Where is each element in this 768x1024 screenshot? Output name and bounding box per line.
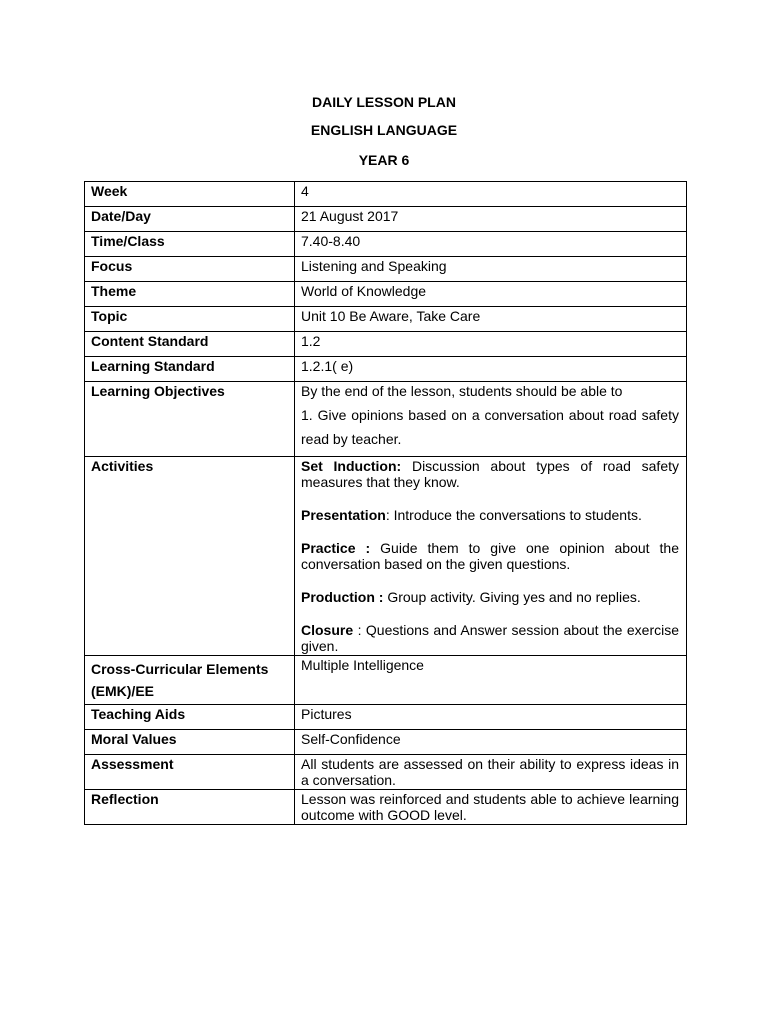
activity-text: Group activity. Giving yes and no replies. [383, 589, 641, 605]
table-row-learning-standard [85, 357, 687, 382]
activity-text: : Questions and Answer session about the exercise given. [301, 622, 679, 654]
activity-head: Presentation [301, 507, 386, 523]
row-value: 1.2.1( e) [295, 357, 687, 382]
cross-label-cell [85, 656, 295, 705]
table-row-date [85, 207, 687, 232]
row-value [295, 656, 687, 705]
row-label: Focus [85, 257, 295, 282]
table-row-cross-curricular [85, 656, 687, 705]
row-value: 7.40-8.40 [295, 232, 687, 257]
objectives-item: 1. Give opinions based on a conversation about road safety read by teacher. [301, 407, 679, 447]
cross-label-line1: Cross-Curricular Elements [91, 661, 269, 677]
row-label: Learning Objectives [85, 382, 295, 457]
activity-text: : Introduce the conversations to students. [385, 507, 642, 523]
row-label: Activities [85, 457, 295, 656]
activities-cell [295, 457, 687, 656]
table-row-assessment [85, 755, 687, 790]
doc-subject: ENGLISH LANGUAGE [310, 122, 458, 138]
row-label: Content Standard [85, 332, 295, 357]
row-value: 4 [295, 182, 687, 207]
objectives-intro: By the end of the lesson, students should be able to [301, 383, 623, 399]
table-row-reflection [85, 790, 687, 825]
doc-year: YEAR 6 [358, 152, 410, 168]
table-row-teaching-aids [85, 705, 687, 730]
activity-presentation [301, 507, 679, 523]
table-row-week [85, 182, 687, 207]
doc-title: DAILY LESSON PLAN [312, 94, 456, 110]
activity-text: Discussion about types of road safety measures that they know. [301, 458, 679, 490]
row-label: Moral Values [85, 730, 295, 755]
lesson-plan-table [84, 181, 687, 825]
table-row-topic [85, 307, 687, 332]
table-row-content-standard [85, 332, 687, 357]
activity-set-induction [301, 458, 679, 490]
activity-head: Production : [301, 589, 384, 605]
row-value: Lesson was reinforced and students able to achieve learning outcome with GOOD level. [295, 790, 687, 825]
cross-value: Multiple Intelligence [301, 657, 424, 673]
row-value: Pictures [295, 705, 687, 730]
row-label: Week [85, 182, 295, 207]
row-label: Topic [85, 307, 295, 332]
table-row-activities [85, 457, 687, 656]
row-value: 21 August 2017 [295, 207, 687, 232]
activity-production [301, 589, 679, 605]
row-value: 1.2 [295, 332, 687, 357]
row-value: Self-Confidence [295, 730, 687, 755]
table-row-moral-values [85, 730, 687, 755]
row-label: Theme [85, 282, 295, 307]
table-row-theme [85, 282, 687, 307]
table-row-focus [85, 257, 687, 282]
activity-head: Practice : [301, 540, 371, 556]
table-row-objectives [85, 382, 687, 457]
activity-head: Closure [301, 622, 354, 638]
activity-closure [301, 622, 679, 654]
row-value: All students are assessed on their ability to express ideas in a conversation. [295, 755, 687, 790]
row-value: Listening and Speaking [295, 257, 687, 282]
row-label: Teaching Aids [85, 705, 295, 730]
activity-practice [301, 540, 679, 572]
row-value: World of Knowledge [295, 282, 687, 307]
row-label: Reflection [85, 790, 295, 825]
row-label: Time/Class [85, 232, 295, 257]
table-row-time [85, 232, 687, 257]
row-label: Learning Standard [85, 357, 295, 382]
activity-head: Set Induction: [301, 458, 402, 474]
row-label: Date/Day [85, 207, 295, 232]
row-label: Assessment [85, 755, 295, 790]
activity-text: Guide them to give one opinion about the conversation based on the given questions. [301, 540, 679, 572]
cross-label-line2: (EMK)/EE [91, 683, 154, 699]
row-value: Unit 10 Be Aware, Take Care [295, 307, 687, 332]
objectives-cell [295, 382, 687, 457]
